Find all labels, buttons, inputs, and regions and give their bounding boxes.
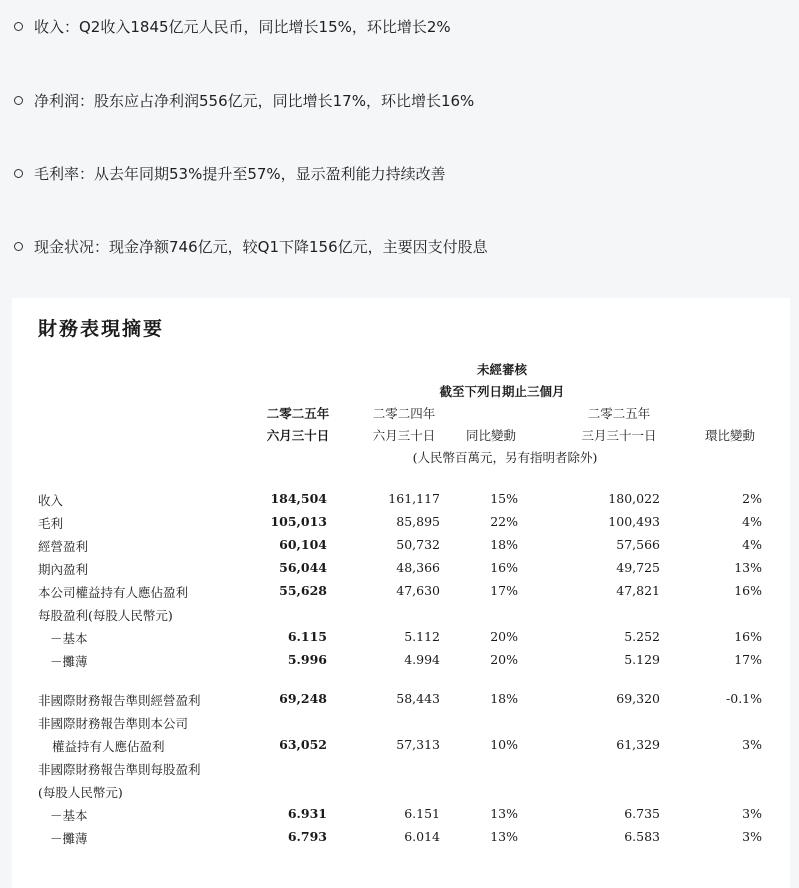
row-label: 每股盈利(每股人民幣元) — [38, 608, 173, 623]
cell-2024q2: 48,366 — [396, 560, 440, 575]
cell-2025q1: 6.583 — [624, 829, 660, 844]
bullet-circle-icon — [14, 242, 23, 251]
cell-2025q1: 49,725 — [616, 560, 660, 575]
cell-2025q2: 6.931 — [287, 806, 327, 821]
cell-2025q1: 5.252 — [624, 629, 660, 644]
row-label: －攤薄 — [50, 654, 88, 669]
bullet-text: 毛利率：从去年同期53%提升至57%，显示盈利能力持续改善 — [34, 165, 446, 183]
row-label: －基本 — [50, 808, 88, 823]
row-label: 經營盈利 — [38, 539, 89, 554]
row-label: 期內盈利 — [38, 562, 89, 577]
cell-2025q1: 69,320 — [616, 691, 660, 706]
cell-2024q2: 4.994 — [404, 652, 440, 667]
cell-2024q2: 85,895 — [396, 514, 440, 529]
row-label: 本公司權益持有人應佔盈利 — [38, 585, 189, 600]
header-col4-line2: 三月三十一日 — [581, 428, 657, 443]
cell-yoy: 16% — [490, 560, 518, 575]
header-unit-note: (人民幣百萬元，另有指明者除外) — [412, 450, 598, 465]
table-row — [12, 829, 790, 847]
header-col5: 環比變動 — [704, 428, 756, 443]
row-label: －攤薄 — [50, 831, 88, 846]
bullet-text: 收入：Q2收入1845亿元人民币，同比增长15%，环比增长2% — [34, 18, 451, 36]
bullet-circle-icon — [14, 169, 23, 178]
bullet-net-profit — [14, 91, 474, 111]
cell-2024q2: 6.014 — [404, 829, 440, 844]
card-title: 財務表現摘要 — [38, 318, 165, 340]
cell-qoq: 16% — [734, 629, 762, 644]
cell-yoy: 17% — [490, 583, 518, 598]
bullet-cash — [14, 237, 488, 257]
row-label: (每股人民幣元) — [38, 785, 123, 800]
cell-2025q2: 5.996 — [287, 652, 327, 667]
cell-yoy: 22% — [490, 514, 518, 529]
cell-2024q2: 5.112 — [404, 629, 440, 644]
cell-qoq: -0.1% — [726, 691, 762, 706]
table-row — [12, 560, 790, 578]
bullet-circle-icon — [14, 96, 23, 105]
table-row — [12, 652, 790, 670]
cell-qoq: 3% — [742, 829, 762, 844]
cell-yoy: 20% — [490, 629, 518, 644]
cell-2025q2: 63,052 — [279, 737, 327, 752]
cell-2025q2: 56,044 — [279, 560, 327, 575]
header-col3: 同比變動 — [465, 428, 517, 443]
bullet-text: 现金状况：现金净额746亿元，较Q1下降156亿元，主要因支付股息 — [34, 238, 488, 256]
cell-2025q2: 60,104 — [279, 537, 327, 552]
cell-yoy: 13% — [490, 806, 518, 821]
cell-qoq: 17% — [734, 652, 762, 667]
table-row — [12, 606, 790, 624]
row-label: 毛利 — [38, 516, 64, 531]
cell-2024q2: 47,630 — [396, 583, 440, 598]
cell-yoy: 13% — [490, 829, 518, 844]
table-row — [12, 691, 790, 709]
cell-2024q2: 161,117 — [388, 491, 440, 506]
cell-2024q2: 6.151 — [404, 806, 440, 821]
header-col1-line1: 二零二五年 — [266, 406, 330, 421]
cell-qoq: 4% — [742, 537, 762, 552]
row-label: 非國際財務報告準則每股盈利 — [38, 762, 201, 777]
cell-qoq: 3% — [742, 737, 762, 752]
cell-yoy: 20% — [490, 652, 518, 667]
table-row — [12, 629, 790, 647]
row-label: －基本 — [50, 631, 88, 646]
header-col1-line2: 六月三十日 — [266, 428, 330, 443]
financial-summary-card — [12, 298, 790, 888]
header-period: 截至下列日期止三個月 — [439, 384, 565, 399]
table-row — [12, 491, 790, 509]
header-col4-line1: 二零二五年 — [587, 406, 651, 421]
bullet-revenue — [14, 17, 451, 37]
row-label: 非國際財務報告準則本公司 — [38, 716, 189, 731]
cell-2024q2: 57,313 — [396, 737, 440, 752]
cell-2025q1: 6.735 — [624, 806, 660, 821]
cell-qoq: 4% — [742, 514, 762, 529]
cell-2025q1: 100,493 — [608, 514, 660, 529]
cell-2024q2: 50,732 — [396, 537, 440, 552]
cell-2025q1: 180,022 — [608, 491, 660, 506]
cell-qoq: 2% — [742, 491, 762, 506]
cell-2025q2: 6.115 — [287, 629, 327, 644]
cell-qoq: 16% — [734, 583, 762, 598]
cell-2024q2: 58,443 — [396, 691, 440, 706]
row-label: 權益持有人應佔盈利 — [52, 739, 165, 754]
header-col2-line2: 六月三十日 — [372, 428, 436, 443]
cell-yoy: 15% — [490, 491, 518, 506]
cell-yoy: 10% — [490, 737, 518, 752]
header-col2-line1: 二零二四年 — [372, 406, 436, 421]
row-label: 非國際財務報告準則經營盈利 — [38, 693, 201, 708]
cell-2025q1: 5.129 — [624, 652, 660, 667]
cell-2025q2: 184,504 — [270, 491, 327, 506]
cell-2025q2: 105,013 — [270, 514, 327, 529]
header-unaudited: 未經審核 — [476, 362, 528, 377]
cell-qoq: 13% — [734, 560, 762, 575]
bullet-circle-icon — [14, 22, 23, 31]
cell-2025q1: 47,821 — [616, 583, 660, 598]
table-row — [12, 714, 790, 732]
table-row — [12, 537, 790, 555]
table-row — [12, 583, 790, 601]
cell-2025q1: 61,329 — [616, 737, 660, 752]
cell-qoq: 3% — [742, 806, 762, 821]
table-row — [12, 806, 790, 824]
table-row — [12, 514, 790, 532]
cell-yoy: 18% — [490, 537, 518, 552]
cell-2025q2: 69,248 — [279, 691, 327, 706]
cell-yoy: 18% — [490, 691, 518, 706]
cell-2025q2: 6.793 — [287, 829, 327, 844]
cell-2025q1: 57,566 — [616, 537, 660, 552]
cell-2025q2: 55,628 — [279, 583, 327, 598]
table-row — [12, 737, 790, 755]
row-label: 收入 — [38, 493, 64, 508]
table-row — [12, 783, 790, 801]
bullet-text: 净利润：股东应占净利润556亿元，同比增长17%，环比增长16% — [34, 92, 475, 110]
table-row — [12, 760, 790, 778]
bullet-gross-margin — [14, 164, 446, 184]
